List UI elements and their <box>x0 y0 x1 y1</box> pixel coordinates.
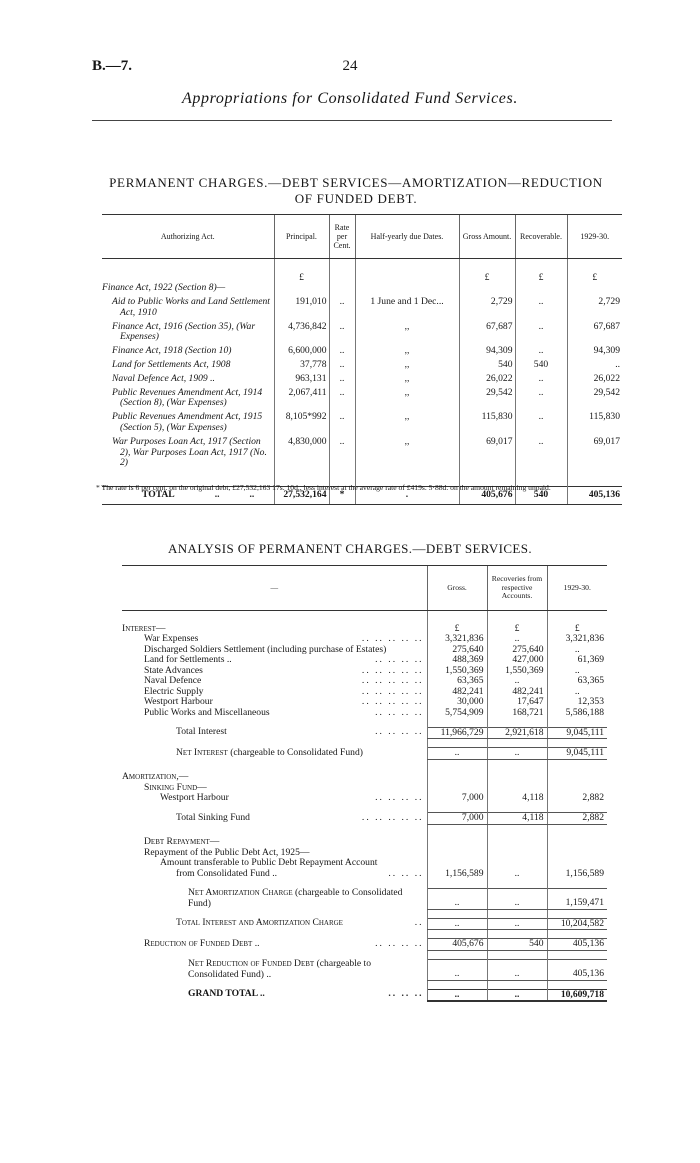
column-header: Half-yearly due Dates. <box>355 215 459 259</box>
recoveries-cell: £ <box>487 624 547 635</box>
row-label-text: GRAND TOTAL .. <box>188 988 265 999</box>
leader-dots: .. .. .. .. <box>375 937 424 949</box>
gross-cell <box>427 772 487 783</box>
cell <box>487 879 547 888</box>
table-row <box>102 388 622 413</box>
table-row <box>102 412 622 437</box>
row-label-text: State Advances <box>144 664 203 676</box>
column-header: Recoveries from respective Accounts. <box>487 566 547 611</box>
recoveries-cell: .. <box>487 918 547 930</box>
gross-cell: 1,156,589 <box>427 869 487 880</box>
principal-cell: 4,830,000 <box>274 437 329 472</box>
column-header: Recoverable. <box>515 215 567 259</box>
row-label-text: Debt Repayment— <box>144 836 220 847</box>
row-label-text: Total Interest <box>176 726 227 737</box>
year-cell: 1,156,589 <box>547 869 607 880</box>
recoverable-cell: .. <box>515 437 567 472</box>
cell <box>487 718 547 727</box>
gross-cell: 7,000 <box>427 813 487 825</box>
row-label <box>122 727 427 739</box>
row-label-text: (chargeable to Consolidated Fund) .. <box>188 958 372 980</box>
authorizing-act: Public Revenues Amendment Act, 1915 (Section 5), (War Expenses) <box>112 411 263 434</box>
row-label-text: (chargeable to Consolidated Fund) <box>227 746 363 758</box>
cell <box>547 824 607 837</box>
row-label-text: Amount transferable to Public Debt Repayment Account <box>160 857 378 868</box>
gross-amount-cell: 540 <box>459 360 515 374</box>
currency-symbol: £ <box>274 273 329 284</box>
due-dates-cell: ,, <box>355 346 459 360</box>
authorizing-act: Land for Settlements Act, 1908 <box>112 359 231 371</box>
table-row <box>102 437 622 472</box>
cell <box>427 759 487 772</box>
rate-cell: .. <box>329 322 355 347</box>
analysis-table <box>122 565 607 1002</box>
leader-dots: .. <box>414 917 424 928</box>
principal-cell: 2,067,411 <box>274 388 329 413</box>
row-label <box>122 939 427 951</box>
column-header: 1929-30. <box>567 215 622 259</box>
row-label-text: Land for Settlements .. <box>144 654 232 665</box>
gross-cell: .. <box>427 989 487 1001</box>
recoveries-cell: 4,118 <box>487 793 547 804</box>
year-cell: 405,136 <box>547 939 607 951</box>
recoveries-cell: .. <box>487 989 547 1001</box>
leader-dots: .. .. .. .. <box>375 792 424 803</box>
recoverable-cell: .. <box>515 297 567 322</box>
cell <box>427 980 487 989</box>
row-label <box>122 813 427 825</box>
gross-cell: 30,000 <box>427 697 487 708</box>
rate-cell: .. <box>329 374 355 388</box>
year-cell: 2,729 <box>567 297 622 322</box>
due-dates-cell: ,, <box>355 322 459 347</box>
principal-cell: 4,736,842 <box>274 322 329 347</box>
cell <box>547 980 607 989</box>
gross-cell <box>427 837 487 848</box>
gross-amount-cell <box>459 283 515 297</box>
year-cell: 2,882 <box>547 793 607 804</box>
row-label <box>122 888 427 909</box>
principal-cell: 37,778 <box>274 360 329 374</box>
column-header: 1929-30. <box>547 566 607 611</box>
table-row <box>122 727 607 739</box>
year-cell <box>547 772 607 783</box>
leader-dots: .. .. .. .. <box>375 654 424 665</box>
recoveries-cell: 427,000 <box>487 655 547 666</box>
column-header: Authorizing Act. <box>102 215 274 259</box>
year-cell: 12,353 <box>547 697 607 708</box>
row-label-text: Total Interest and Amortization Charge <box>176 917 343 928</box>
table-row <box>122 869 607 880</box>
row-label-text: Sinking Fund— <box>144 781 207 793</box>
recoverable-cell: .. <box>515 412 567 437</box>
recoveries-cell: 17,647 <box>487 697 547 708</box>
gross-cell: .. <box>427 888 487 909</box>
rate-cell: .. <box>329 437 355 472</box>
year-cell: 2,882 <box>547 813 607 825</box>
leader-dots: .. .. .. .. .. <box>361 685 424 697</box>
year-cell: 10,609,718 <box>547 989 607 1001</box>
column-header: Principal. <box>274 215 329 259</box>
due-dates-cell: ,, <box>355 412 459 437</box>
table-row <box>122 918 607 930</box>
year-cell: 67,687 <box>567 322 622 347</box>
leader-dots: .. .. .. <box>388 867 424 879</box>
cell <box>547 950 607 959</box>
year-cell: 9,045,111 <box>547 748 607 760</box>
leader-dots: .. .. .. .. .. <box>361 675 424 686</box>
table-row <box>122 813 607 825</box>
total-principal: 27,532,164 <box>274 486 329 504</box>
recoveries-cell: 1,550,369 <box>487 666 547 677</box>
year-cell <box>547 848 607 859</box>
leader-dots: .. <box>214 488 220 500</box>
gross-amount-cell: 69,017 <box>459 437 515 472</box>
table-row <box>122 888 607 909</box>
table-row <box>102 360 622 374</box>
total-dates: . <box>355 486 459 504</box>
row-label-text: Amortization,— <box>122 771 189 782</box>
year-cell: 63,365 <box>547 676 607 687</box>
recoveries-cell: .. <box>487 748 547 760</box>
recoveries-cell: .. <box>487 959 547 980</box>
row-label <box>122 918 427 930</box>
gross-amount-cell: 115,830 <box>459 412 515 437</box>
year-cell <box>567 283 622 297</box>
recoverable-cell: 540 <box>515 360 567 374</box>
table-row <box>122 793 607 804</box>
recoveries-cell: 275,640 <box>487 645 547 656</box>
year-cell: 9,045,111 <box>547 727 607 739</box>
leader-dots: .. .. .. .. .. <box>361 811 424 823</box>
rate-cell: .. <box>329 297 355 322</box>
row-label <box>122 748 427 760</box>
row-label-text: Reduction of Funded Debt .. <box>144 937 260 949</box>
gross-cell: 275,640 <box>427 645 487 656</box>
gross-cell: 7,000 <box>427 793 487 804</box>
table-row <box>102 283 622 297</box>
amortization-table <box>102 214 622 505</box>
gross-amount-cell: 2,729 <box>459 297 515 322</box>
cell <box>487 909 547 918</box>
recoveries-cell: 540 <box>487 939 547 951</box>
table1-title <box>96 175 616 207</box>
cell <box>487 980 547 989</box>
recoverable-cell: .. <box>515 346 567 360</box>
cell <box>427 824 487 837</box>
cell <box>355 273 459 284</box>
principal-cell: 8,105*992 <box>274 412 329 437</box>
currency-symbol: £ <box>459 273 515 284</box>
recoveries-cell: .. <box>487 634 547 645</box>
gross-amount-cell: 67,687 <box>459 322 515 347</box>
table1-header-row <box>102 215 622 259</box>
row-label <box>122 793 427 804</box>
column-header: Gross. <box>427 566 487 611</box>
year-cell: 26,022 <box>567 374 622 388</box>
year-cell: .. <box>547 645 607 656</box>
recoveries-cell <box>487 858 547 869</box>
authorizing-act: Naval Defence Act, 1909 .. <box>112 372 215 384</box>
total-recoverable: 540 <box>515 486 567 504</box>
leader-dots: .. .. .. .. <box>375 726 424 737</box>
gross-cell: 3,321,836 <box>427 634 487 645</box>
table-row <box>102 346 622 360</box>
recoveries-cell: .. <box>487 869 547 880</box>
rate-cell: .. <box>329 388 355 413</box>
leader-dots: .. .. .. .. .. <box>361 696 424 707</box>
leader-dots: .. <box>249 488 255 500</box>
gross-cell <box>427 858 487 869</box>
row-label-text: Total Sinking Fund <box>176 811 250 823</box>
row-label-text: Electric Supply <box>144 685 204 697</box>
gross-cell: .. <box>427 918 487 930</box>
row-label-text: Westport Harbour <box>160 792 229 803</box>
row-label-text: Repayment of the Public Debt Act, 1925— <box>144 846 310 858</box>
table2-body <box>122 611 607 1002</box>
gross-amount-cell: 29,542 <box>459 388 515 413</box>
table-row <box>102 322 622 347</box>
leader-dots: .. .. .. .. <box>375 706 424 718</box>
rate-cell: .. <box>329 346 355 360</box>
year-cell: 10,204,582 <box>547 918 607 930</box>
row-label-text: Naval Defence <box>144 675 202 686</box>
year-cell: .. <box>547 666 607 677</box>
leader-dots: .. .. .. .. .. <box>361 664 424 676</box>
year-cell: 94,309 <box>567 346 622 360</box>
total-gross: 405,676 <box>459 486 515 504</box>
cell <box>487 824 547 837</box>
year-cell: 61,369 <box>547 655 607 666</box>
table1-body <box>102 259 622 505</box>
column-header: Gross Amount. <box>459 215 515 259</box>
gross-cell <box>427 848 487 859</box>
gross-cell: 482,241 <box>427 687 487 698</box>
row-label <box>122 708 427 719</box>
row-label-text: Interest— <box>122 622 166 634</box>
rate-cell <box>329 283 355 297</box>
total-rate: * <box>329 486 355 504</box>
cell <box>427 909 487 918</box>
recoverable-cell: .. <box>515 374 567 388</box>
gross-amount-cell: 94,309 <box>459 346 515 360</box>
table2-title: ANALYSIS OF PERMANENT CHARGES.—DEBT SERVICES. <box>167 541 533 556</box>
recoveries-cell: 482,241 <box>487 687 547 698</box>
table-row <box>122 708 607 719</box>
gross-cell: 5,754,909 <box>427 708 487 719</box>
row-label-text: Westport Harbour <box>144 696 213 707</box>
row-label <box>122 989 427 1001</box>
recoveries-cell: .. <box>487 888 547 909</box>
row-label <box>122 869 427 880</box>
row-label-caps: Net Reduction of Funded Debt <box>188 958 315 969</box>
row-label <box>122 959 427 980</box>
year-cell: 1,159,471 <box>547 888 607 909</box>
year-cell: 29,542 <box>567 388 622 413</box>
year-cell: 115,830 <box>567 412 622 437</box>
year-cell <box>547 837 607 848</box>
table-row <box>122 939 607 951</box>
authorizing-act: Finance Act, 1918 (Section 10) <box>112 345 232 357</box>
column-header: Rate per Cent. <box>329 215 355 259</box>
table2-header-row <box>122 566 607 611</box>
table1-title-line1: PERMANENT CHARGES.—DEBT SERVICES—AMORTIZATION—REDUCTION <box>109 175 603 190</box>
recoveries-cell: 168,721 <box>487 708 547 719</box>
authorizing-act: War Purposes Loan Act, 1917 (Section 2), War Purposes Loan Act, 1917 (No. 2) <box>112 435 267 469</box>
recoveries-cell <box>487 772 547 783</box>
cell <box>547 879 607 888</box>
principal-cell: 191,010 <box>274 297 329 322</box>
recoverable-cell: .. <box>515 388 567 413</box>
row-label-text: (chargeable to Consolidated Fund) <box>188 887 403 909</box>
year-cell: 5,586,188 <box>547 708 607 719</box>
table-row <box>122 959 607 980</box>
cell <box>427 879 487 888</box>
recoverable-cell <box>515 283 567 297</box>
recoveries-cell: .. <box>487 676 547 687</box>
rate-cell: .. <box>329 412 355 437</box>
recoveries-cell <box>487 837 547 848</box>
authorizing-act: Aid to Public Works and Land Settlement Act, 1910 <box>112 296 270 318</box>
cell <box>487 759 547 772</box>
cell <box>487 950 547 959</box>
row-label-text: War Expenses <box>144 633 199 644</box>
running-title: Appropriations for Consolidated Fund Services. <box>182 90 518 107</box>
document-reference: B.—7. <box>92 58 133 74</box>
gross-amount-cell: 26,022 <box>459 374 515 388</box>
currency-symbol: £ <box>567 273 622 284</box>
principal-cell: 6,600,000 <box>274 346 329 360</box>
year-cell: £ <box>547 624 607 635</box>
gross-cell: 405,676 <box>427 939 487 951</box>
cell <box>547 759 607 772</box>
authorizing-act: Public Revenues Amendment Act, 1914 (Section 8), (War Expenses) <box>112 386 263 409</box>
row-label-caps: Net Interest <box>176 746 228 758</box>
leader-dots: .. .. .. <box>388 988 424 999</box>
principal-cell: 963,131 <box>274 374 329 388</box>
cell <box>547 909 607 918</box>
cell <box>427 718 487 727</box>
due-dates-cell: 1 June and 1 Dec... <box>355 297 459 322</box>
due-dates-cell: ,, <box>355 374 459 388</box>
year-cell: .. <box>567 360 622 374</box>
total-year: 405,136 <box>567 486 622 504</box>
year-cell: 69,017 <box>567 437 622 472</box>
year-cell <box>547 858 607 869</box>
principal-cell <box>274 283 329 297</box>
due-dates-cell: ,, <box>355 437 459 472</box>
spacer-row <box>122 759 607 772</box>
recoveries-cell: 2,921,618 <box>487 727 547 739</box>
cell <box>547 718 607 727</box>
gross-cell: £ <box>427 624 487 635</box>
cell <box>122 980 427 989</box>
row-label-text: from Consolidated Fund .. <box>176 867 277 879</box>
year-cell: .. <box>547 687 607 698</box>
due-dates-cell: ,, <box>355 360 459 374</box>
table-row <box>122 748 607 760</box>
page-header <box>0 58 700 78</box>
row-label-caps: Net Amortization Charge <box>188 887 293 898</box>
authorizing-act: Finance Act, 1916 (Section 35), (War Expenses) <box>112 320 256 343</box>
leader-dots: .. .. .. .. .. <box>361 633 424 644</box>
due-dates-cell: ,, <box>355 388 459 413</box>
header-rule <box>92 120 612 121</box>
cell <box>329 273 355 284</box>
authorizing-act: Finance Act, 1922 (Section 8)— <box>102 282 226 294</box>
gross-cell: 63,365 <box>427 676 487 687</box>
cell <box>427 950 487 959</box>
currency-symbol: £ <box>515 273 567 284</box>
recoveries-cell: 4,118 <box>487 813 547 825</box>
table-row <box>102 297 622 322</box>
table1-title-line2: OF FUNDED DEBT. <box>294 191 418 206</box>
gross-cell: 488,369 <box>427 655 487 666</box>
gross-cell: 1,550,369 <box>427 666 487 677</box>
table1-footnote: * The rate is 6 per cent. on the original debt, £27,532,163 17s. 10d., less interest at the average rate of £419s. 5·88d. on the amount remaining unpaid. <box>96 483 551 492</box>
table-row <box>102 374 622 388</box>
column-header: — <box>122 566 427 611</box>
page-number: 24 <box>342 58 358 74</box>
row-label-text: Public Works and Miscellaneous <box>144 706 270 718</box>
gross-cell: 11,966,729 <box>427 727 487 739</box>
due-dates-cell <box>355 283 459 297</box>
rate-cell: .. <box>329 360 355 374</box>
grand-total-row <box>122 989 607 1001</box>
year-cell: 405,136 <box>547 959 607 980</box>
year-cell: 3,321,836 <box>547 634 607 645</box>
total-label-text: TOTAL <box>142 488 175 500</box>
gross-cell: .. <box>427 748 487 760</box>
recoveries-cell <box>487 848 547 859</box>
row-label-text: Discharged Soldiers Settlement (including purchase of Estates) <box>144 643 387 655</box>
gross-cell: .. <box>427 959 487 980</box>
recoverable-cell: .. <box>515 322 567 347</box>
